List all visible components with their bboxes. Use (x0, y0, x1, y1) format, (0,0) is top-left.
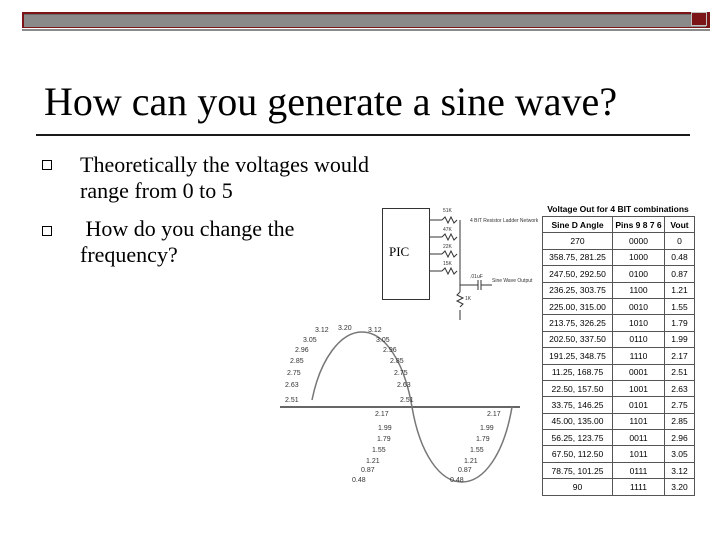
wave-label: 2.96 (383, 347, 397, 354)
table-header-cell: Vout (665, 217, 695, 233)
table-cell: 0101 (613, 397, 665, 413)
wave-label: 1.21 (464, 458, 478, 465)
table-cell: 45.00, 135.00 (543, 413, 613, 429)
table-cell: 1.55 (665, 298, 695, 314)
wave-label: 2.63 (285, 382, 299, 389)
table-row (543, 446, 695, 462)
wave-label: 2.85 (390, 358, 404, 365)
network-label: 4 BIT Resistor Ladder Network (470, 218, 539, 224)
table-cell: 2.75 (665, 397, 695, 413)
table-cell: 1110 (613, 348, 665, 364)
wave-label: 2.96 (295, 347, 309, 354)
table-cell: 2.17 (665, 348, 695, 364)
table-row (543, 430, 695, 446)
table-cell: 0100 (613, 266, 665, 282)
sine-wave-diagram (280, 320, 520, 490)
wave-label: 0.87 (361, 467, 375, 474)
table-header-cell: Sine D Angle (543, 217, 613, 233)
wave-label: 2.75 (394, 370, 408, 377)
table-cell: 225.00, 315.00 (543, 298, 613, 314)
table-cell: 1.21 (665, 282, 695, 298)
table-cell: 0000 (613, 233, 665, 249)
table-cell: 1100 (613, 282, 665, 298)
table-cell: 1.99 (665, 331, 695, 347)
table-cell: 1101 (613, 413, 665, 429)
table-cell: 3.05 (665, 446, 695, 462)
table-cell: 236.25, 303.75 (543, 282, 613, 298)
table-cell: 358.75, 281.25 (543, 249, 613, 265)
wave-label: 1.79 (377, 436, 391, 443)
table-cell: 3.12 (665, 462, 695, 478)
wave-label: 1.55 (470, 447, 484, 454)
table-cell: 90 (543, 479, 613, 495)
table-title: Voltage Out for 4 BIT combinations (547, 204, 689, 214)
table-row (543, 249, 695, 265)
table-cell: 191.25, 348.75 (543, 348, 613, 364)
wave-label: 1.99 (480, 425, 494, 432)
voltage-table (542, 202, 694, 490)
table-cell: 2.63 (665, 380, 695, 396)
wave-label: 1.99 (378, 425, 392, 432)
table-cell: 56.25, 123.75 (543, 430, 613, 446)
table-row (543, 462, 695, 478)
table-cell: 213.75, 326.25 (543, 315, 613, 331)
table-row (543, 364, 695, 380)
resistor-label-4: 15K (443, 261, 452, 267)
table-cell: 0 (665, 233, 695, 249)
table-cell: 0011 (613, 430, 665, 446)
table-cell: 202.50, 337.50 (543, 331, 613, 347)
table-cell: 2.85 (665, 413, 695, 429)
voltage-table-grid (542, 216, 695, 496)
table-row (543, 233, 695, 249)
table-cell: 0.87 (665, 266, 695, 282)
table-header-row (543, 217, 695, 233)
resistor-label-2: 47K (443, 227, 452, 233)
resistor-label-1: 51K (443, 208, 452, 214)
title-divider (36, 134, 690, 136)
wave-label: 3.05 (303, 337, 317, 344)
table-cell: 2.96 (665, 430, 695, 446)
table-cell: 3.20 (665, 479, 695, 495)
table-cell: 2.51 (665, 364, 695, 380)
bullet-text-2: How do you change the frequency? (80, 216, 300, 267)
wave-label: 1.55 (372, 447, 386, 454)
wave-label: 0.87 (458, 467, 472, 474)
wave-label: 2.85 (290, 358, 304, 365)
table-cell: 270 (543, 233, 613, 249)
table-row (543, 397, 695, 413)
table-cell: 0110 (613, 331, 665, 347)
table-row (543, 298, 695, 314)
table-cell: 1010 (613, 315, 665, 331)
output-label: Sine Wave Output (492, 278, 533, 284)
table-cell: 0010 (613, 298, 665, 314)
table-row (543, 479, 695, 495)
table-cell: 1000 (613, 249, 665, 265)
table-row (543, 331, 695, 347)
table-cell: 0.48 (665, 249, 695, 265)
table-cell: 11.25, 168.75 (543, 364, 613, 380)
wave-label: 2.17 (375, 411, 389, 418)
wave-label: 2.63 (397, 382, 411, 389)
resistor-label-5: 1K (465, 296, 472, 302)
table-row (543, 282, 695, 298)
table-cell: 247.50, 292.50 (543, 266, 613, 282)
wave-label: 3.05 (376, 337, 390, 344)
table-row (543, 315, 695, 331)
table-row (543, 380, 695, 396)
table-cell: 67.50, 112.50 (543, 446, 613, 462)
table-cell: 1011 (613, 446, 665, 462)
table-cell: 1.79 (665, 315, 695, 331)
wave-label: 3.12 (315, 327, 329, 334)
capacitor-label: .01uF (470, 274, 483, 280)
top-decor-bar-inner (24, 14, 706, 27)
table-row (543, 413, 695, 429)
table-header-cell: Pins 9 8 7 6 (613, 217, 665, 233)
table-cell: 78.75, 101.25 (543, 462, 613, 478)
bullet-text-1: Theoretically the voltages would range from 0 to 5 (80, 152, 369, 203)
wave-label: 0.48 (450, 477, 464, 484)
bullet-marker-1 (42, 160, 52, 170)
wave-label: 2.51 (285, 397, 299, 404)
wave-label: 3.20 (338, 325, 352, 332)
slide-title: How can you generate a sine wave? (44, 79, 618, 124)
pic-label: PIC (389, 244, 410, 259)
table-cell: 0001 (613, 364, 665, 380)
top-decor-square (691, 12, 707, 26)
resistor-label-3: 22K (443, 244, 452, 250)
wave-label: 1.21 (366, 458, 380, 465)
wave-label: 0.48 (352, 477, 366, 484)
table-cell: 0111 (613, 462, 665, 478)
table-cell: 33.75, 146.25 (543, 397, 613, 413)
resistor-ladder-diagram (430, 200, 540, 325)
wave-label: 2.51 (400, 397, 414, 404)
wave-label: 2.17 (487, 411, 501, 418)
top-decor-line (22, 29, 710, 31)
wave-label: 2.75 (287, 370, 301, 377)
table-cell: 1001 (613, 380, 665, 396)
wave-label: 3.12 (368, 327, 382, 334)
table-cell: 22.50, 157.50 (543, 380, 613, 396)
table-row (543, 348, 695, 364)
table-cell: 1111 (613, 479, 665, 495)
bullet-marker-2 (42, 226, 52, 236)
table-row (543, 266, 695, 282)
wave-label: 1.79 (476, 436, 490, 443)
top-decor-bar (22, 12, 710, 28)
